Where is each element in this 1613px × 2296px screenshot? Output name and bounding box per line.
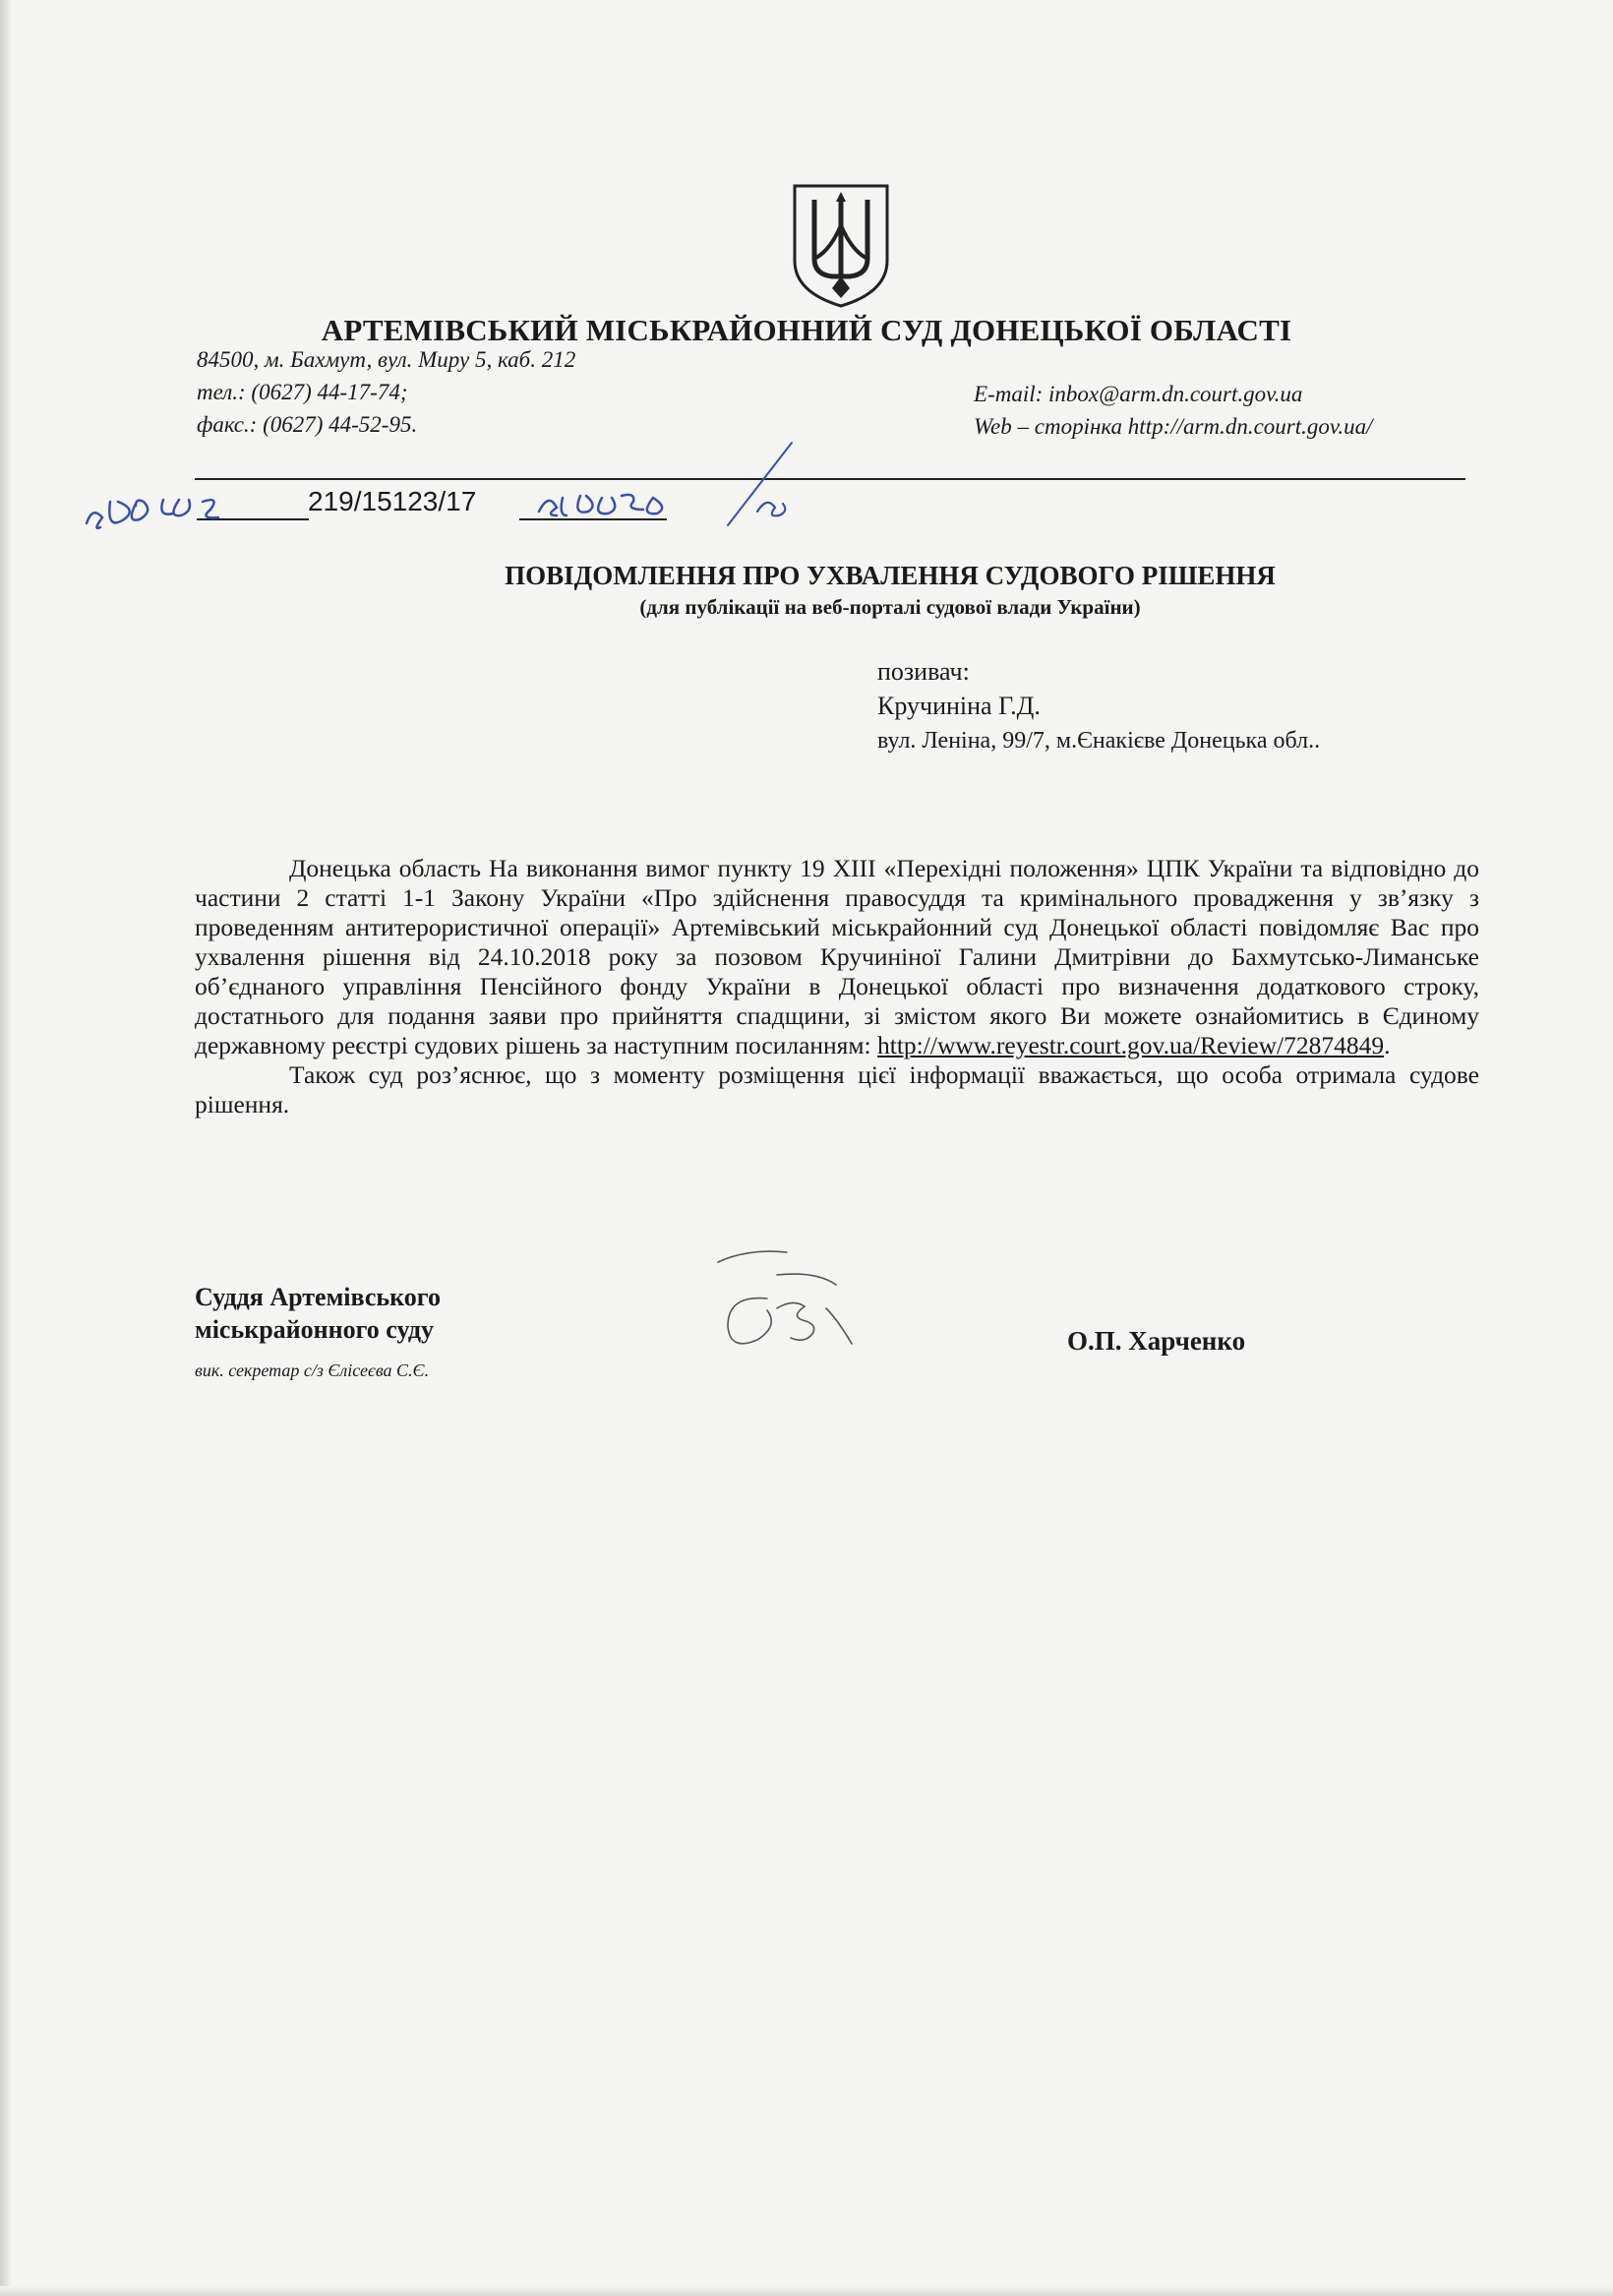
case-underline (519, 518, 667, 520)
notice-subtitle: (для публікації на веб-порталі судової влади України) (639, 595, 1141, 619)
plaintiff-label: позивач: (877, 657, 970, 686)
secretary-note: вик. секретар с/з Єлісеєва С.Є. (195, 1360, 430, 1380)
judge-signature (718, 1251, 852, 1344)
plaintiff-name: Кручиніна Г.Д. (877, 692, 1041, 720)
signature-title (195, 1281, 441, 1346)
trident-emblem-icon (787, 182, 895, 310)
notice-title: ПОВІДОМЛЕННЯ ПРО УХВАЛЕННЯ СУДОВОГО РІШЕННЯ (505, 561, 1276, 590)
court-address: 84500, м. Бахмут, вул. Миру 5, каб. 212 (197, 347, 576, 372)
court-phone: тел.: (0627) 44-17-74; (197, 380, 408, 404)
case-underline (197, 518, 309, 520)
body-paragraph: Також суд роз’яснює, що з моменту розміщення цієї інформації вважається, що особа отримала судове рішення. (195, 1060, 1479, 1118)
court-fax: факс.: (0627) 44-52-95. (197, 412, 418, 437)
signature-title-line: міськрайонного суду (195, 1315, 434, 1344)
notice-body (195, 854, 1479, 1119)
case-number: 219/15123/17 (308, 486, 477, 516)
signature-title-line: Суддя Артемівського (195, 1283, 441, 1311)
handwritten-number-mark (539, 495, 662, 515)
judge-name: О.П. Харченко (1067, 1326, 1246, 1356)
link-suffix: . (1384, 1031, 1391, 1059)
header-divider (195, 478, 1465, 480)
body-paragraph (195, 854, 1479, 1060)
paragraph-text: Донецька область На виконання вимог пункту 19 ХІІІ «Перехідні положення» ЦПК України та відповідно до частини 2 статті 1-1 Закону України «Про здійснення правосуддя та кримінального провадження у зв’язку з проведенням антитерористичної операції» Артемівський міськрайонний суд Донецької області повідомляє Вас про ухвалення рішення від 24.10.2018 року за позовом Кручиніної Галини Дмитрівни до Бахмутсько-Лиманське об’єднаного управління Пенсійного фонду України в Донецької області про визначення додаткового строку, достатнього для подання заяви про прийняття спадщини, зі змістом якого Ви можете ознайомитись в Єдиному державному реєстрі судових рішень за наступним посиланням: (195, 854, 1479, 1059)
court-website: Web – сторінка http://arm.dn.court.gov.ua/ (974, 414, 1373, 439)
scan-edge (0, 2286, 1613, 2296)
handwritten-date-mark (87, 500, 218, 528)
registry-link[interactable]: http://www.reyestr.court.gov.ua/Review/72874849 (877, 1031, 1385, 1059)
court-name: АРТЕМІВСЬКИЙ МІСЬКРАЙОННИЙ СУД ДОНЕЦЬКОЇ ОБЛАСТІ (321, 313, 1292, 347)
plaintiff-address: вул. Леніна, 99/7, м.Єнакієве Донецька обл.. (877, 728, 1321, 754)
court-email: E-mail: inbox@arm.dn.court.gov.ua (974, 382, 1303, 406)
